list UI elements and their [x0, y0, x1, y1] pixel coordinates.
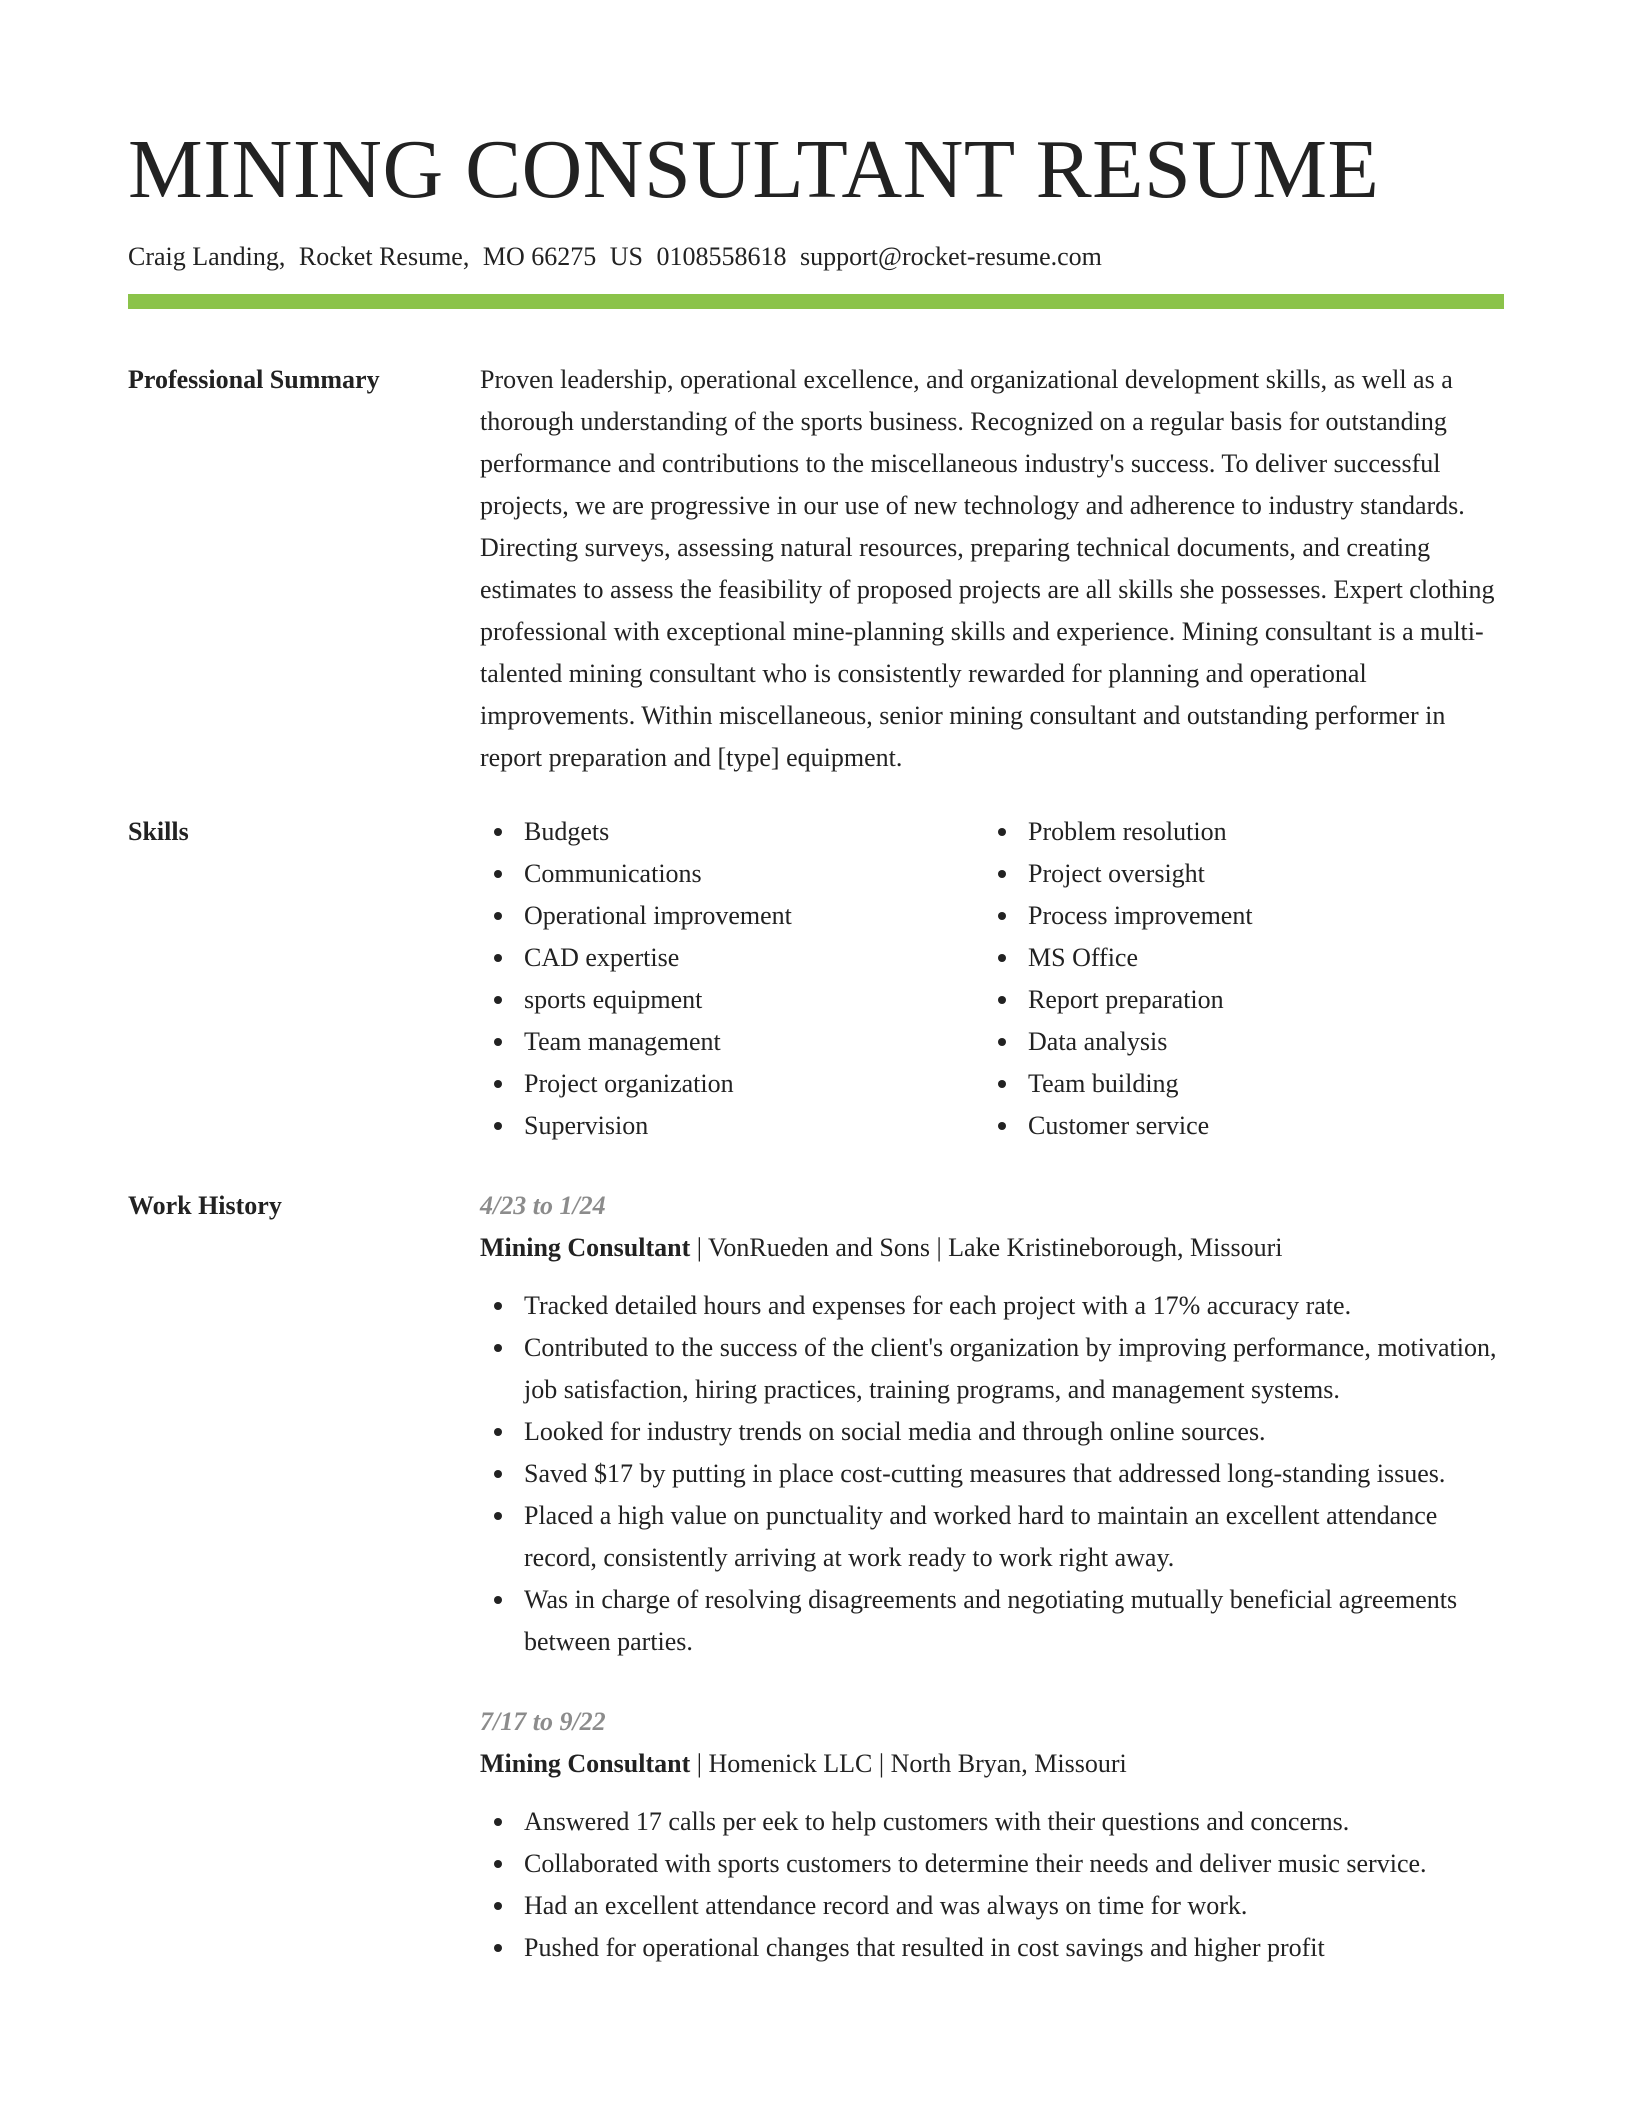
job-separator: |: [872, 1749, 891, 1778]
skill-item: Project organization: [480, 1063, 984, 1105]
skill-item: Communications: [480, 853, 984, 895]
job-location: Lake Kristineborough, Missouri: [948, 1233, 1283, 1262]
header-divider: [128, 294, 1504, 309]
job-dates: 7/17 to 9/22: [480, 1707, 606, 1736]
skills-column-right: [984, 811, 1488, 1147]
job-bullet: Looked for industry trends on social media and through online sources.: [480, 1411, 1504, 1453]
job-entry: [480, 1701, 1504, 1969]
skill-item: Data analysis: [984, 1021, 1488, 1063]
job-bullet-list: [480, 1801, 1504, 1969]
job-separator: |: [690, 1749, 709, 1778]
skill-item: Problem resolution: [984, 811, 1488, 853]
skills-section: [128, 811, 1504, 1147]
skill-item: Team building: [984, 1063, 1488, 1105]
job-separator: |: [929, 1233, 949, 1262]
job-bullet-list: [480, 1285, 1504, 1663]
skill-item: CAD expertise: [480, 937, 984, 979]
skills-column-left: [480, 811, 984, 1147]
page-title: MINING CONSULTANT RESUME: [128, 123, 1380, 216]
contact-email: support@rocket-resume.com: [800, 242, 1102, 271]
work-history-section: [128, 1185, 1504, 1969]
resume-header: [128, 120, 1504, 309]
job-bullet: Answered 17 calls per eek to help customers with their questions and concerns.: [480, 1801, 1504, 1843]
job-heading: [480, 1743, 1504, 1785]
skill-item: MS Office: [984, 937, 1488, 979]
contact-phone: 0108558618: [656, 242, 787, 271]
job-title: Mining Consultant: [480, 1233, 691, 1262]
skill-item: sports equipment: [480, 979, 984, 1021]
job-separator: |: [690, 1233, 708, 1262]
job-dates: 4/23 to 1/24: [480, 1191, 606, 1220]
work-history-heading: Work History: [128, 1191, 282, 1220]
skill-item: Customer service: [984, 1105, 1488, 1147]
job-list: [480, 1185, 1504, 1969]
skills-heading: Skills: [128, 817, 189, 846]
job-bullet: Had an excellent attendance record and was always on time for work.: [480, 1885, 1504, 1927]
job-bullet: Collaborated with sports customers to determine their needs and deliver music service.: [480, 1843, 1504, 1885]
summary-section: [128, 359, 1504, 779]
skill-item: Team management: [480, 1021, 984, 1063]
job-location: North Bryan, Missouri: [890, 1749, 1127, 1778]
job-company: Homenick LLC: [708, 1749, 873, 1778]
skill-item: Process improvement: [984, 895, 1488, 937]
skill-item: Supervision: [480, 1105, 984, 1147]
job-company: VonRueden and Sons: [707, 1233, 930, 1262]
contact-line: [128, 240, 1504, 274]
job-bullet: Tracked detailed hours and expenses for each project with a 17% accuracy rate.: [480, 1285, 1504, 1327]
job-bullet: Placed a high value on punctuality and worked hard to maintain an excellent attendance record, consistently arriving at work ready to work right away.: [480, 1495, 1504, 1579]
summary-heading: Professional Summary: [128, 365, 380, 394]
job-heading: [480, 1227, 1504, 1269]
contact-state-zip: MO 66275: [482, 242, 597, 271]
job-bullet: Contributed to the success of the client's organization by improving performance, motivation, job satisfaction, hiring practices, training programs, and management systems.: [480, 1327, 1504, 1411]
contact-country: US: [609, 242, 643, 271]
skill-item: Operational improvement: [480, 895, 984, 937]
skills-grid: [480, 811, 1504, 1147]
skill-item: Project oversight: [984, 853, 1488, 895]
job-bullet: Pushed for operational changes that resulted in cost savings and higher profit: [480, 1927, 1504, 1969]
contact-street: Craig Landing,: [128, 242, 286, 271]
job-bullet: Was in charge of resolving disagreements and negotiating mutually beneficial agreements between parties.: [480, 1579, 1504, 1663]
skill-item: Report preparation: [984, 979, 1488, 1021]
job-entry: [480, 1185, 1504, 1663]
job-title: Mining Consultant: [480, 1749, 691, 1778]
skill-item: Budgets: [480, 811, 984, 853]
contact-city: Rocket Resume,: [298, 242, 470, 271]
job-bullet: Saved $17 by putting in place cost-cutting measures that addressed long-standing issues.: [480, 1453, 1504, 1495]
summary-text: Proven leadership, operational excellence, and organizational development skills, as well as a thorough understanding of the sports business. Recognized on a regular basis for outstanding performance and contributions to the miscellaneous industry's success. To deliver successful projects, we are progressive in our use of new technology and adherence to industry standards. Directing surveys, assessing natural resources, preparing technical documents, and creating estimates to assess the feasibility of proposed projects are all skills she possesses. Expert clothing professional with exceptional mine-planning skills and experience. Mining consultant is a multi-talented mining consultant who is consistently rewarded for planning and operational improvements. Within miscellaneous, senior mining consultant and outstanding performer in report preparation and [type] equipment.: [480, 365, 1495, 772]
